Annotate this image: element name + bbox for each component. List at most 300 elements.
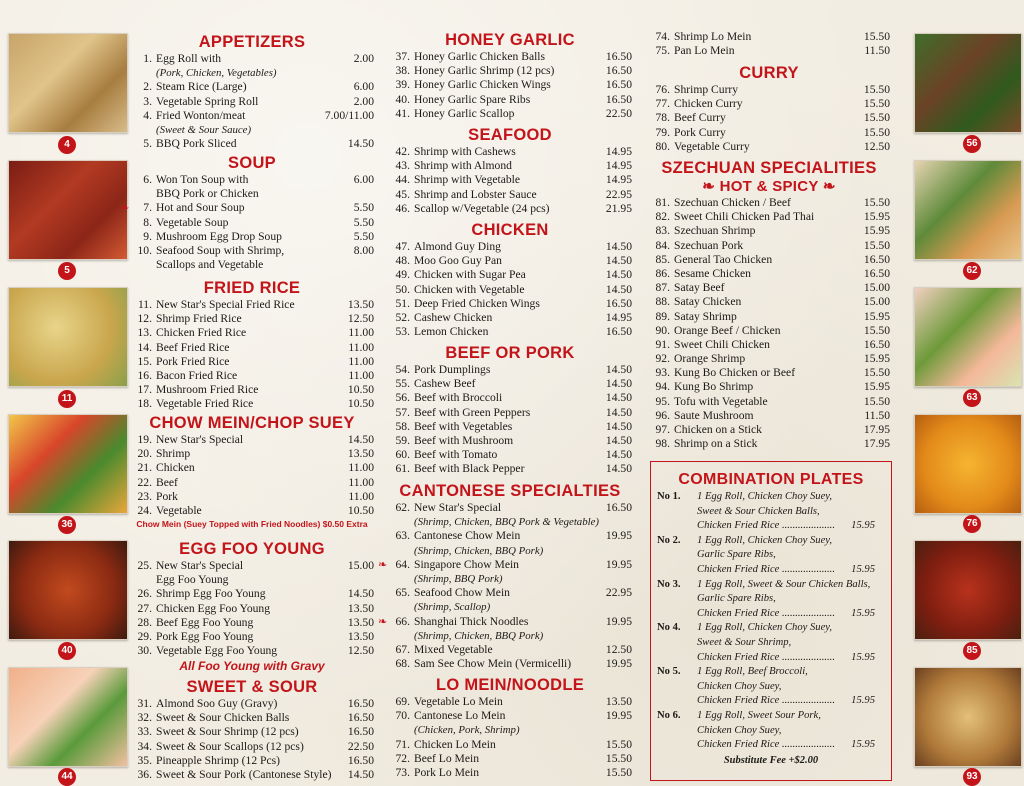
menu-item <box>130 326 374 340</box>
item-price: 14.95 <box>605 145 632 158</box>
item-price: 11.00 <box>348 461 374 475</box>
item-price: 11.00 <box>348 326 374 340</box>
section-title: LO MEIN/NOODLE <box>435 676 585 694</box>
section-lo-mein-continued <box>648 30 890 58</box>
combination-line <box>651 665 891 680</box>
item-price: 15.00 <box>863 281 890 295</box>
item-name: Beef with Mushroom <box>414 433 514 447</box>
item-name: Pork <box>156 489 178 503</box>
item-name: New Star's Special <box>414 501 502 514</box>
photo-shrimp <box>8 667 128 767</box>
menu-item <box>648 140 890 154</box>
item-price: 12.50 <box>863 139 890 153</box>
item-price: 15.50 <box>863 83 890 96</box>
menu-item <box>388 145 632 159</box>
item-price: 8.00 <box>353 243 374 257</box>
photo-badge: 63 <box>963 389 981 407</box>
item-price: 14.50 <box>605 462 632 476</box>
combination-line <box>651 490 891 505</box>
item-number: 54. <box>395 363 410 376</box>
menu-item <box>648 423 890 437</box>
combination-line <box>651 709 891 724</box>
item-name: Deep Fried Chicken Wings <box>414 296 540 310</box>
photo-egg-foo-young <box>8 540 128 640</box>
item-price: 12.50 <box>347 312 374 326</box>
item-name: Mushroom Egg Drop Soup <box>156 229 282 243</box>
item-price: 16.50 <box>347 697 374 710</box>
section-seafood <box>388 126 632 216</box>
item-name: Honey Garlic Shrimp (12 pcs) <box>414 64 555 78</box>
item-name: (Chicken, Pork, Shrimp) <box>414 724 520 737</box>
section-title: FRIED RICE <box>203 279 301 297</box>
item-name: Sweet & Sour Shrimp (12 pcs) <box>156 725 299 739</box>
menu-item <box>388 254 632 268</box>
chili-pepper-icon: ❧ <box>378 615 388 628</box>
item-name: Shrimp with Vegetable <box>414 173 521 187</box>
item-number: 47. <box>395 240 410 253</box>
section-fried-rice <box>130 279 374 412</box>
item-name: Won Ton Soup with <box>156 173 249 186</box>
menu-item <box>130 173 374 187</box>
item-price: 16.50 <box>605 325 632 339</box>
item-name: Sweet Chili Chicken <box>674 337 770 351</box>
menu-item <box>388 311 632 325</box>
plate-price: 15.95 <box>851 520 875 532</box>
item-number: 2. <box>143 80 152 94</box>
menu-item <box>388 377 632 391</box>
item-number: 44. <box>395 173 410 187</box>
item-name: Shrimp on a Stick <box>674 437 758 451</box>
item-price: 15.95 <box>863 224 890 238</box>
menu-item <box>378 557 632 572</box>
menu-item <box>130 644 374 658</box>
item-price: 15.95 <box>863 352 890 366</box>
item-name: Vegetable Egg Foo Young <box>156 644 278 658</box>
item-price: 2.00 <box>353 52 374 65</box>
item-price: 16.50 <box>863 337 890 351</box>
item-number: 43. <box>395 159 410 173</box>
combination-line <box>651 534 891 549</box>
item-price: 6.00 <box>353 173 374 186</box>
item-price: 14.50 <box>605 268 632 282</box>
section-honey-garlic <box>388 31 632 121</box>
section-chicken <box>388 221 632 339</box>
photo-badge: 56 <box>963 135 981 153</box>
item-number: 39. <box>395 78 410 92</box>
menu-item <box>130 187 374 201</box>
menu-item <box>130 433 374 447</box>
item-price: 10.50 <box>347 397 374 411</box>
menu-item <box>130 341 374 355</box>
menu-item <box>648 366 890 380</box>
item-price: 12.50 <box>605 642 632 656</box>
plate-description: Sweet & Sour Shrimp, <box>697 636 792 648</box>
menu-item <box>388 544 632 558</box>
item-number: 13. <box>137 326 152 340</box>
section-beef-pork <box>388 344 632 477</box>
combination-line <box>651 738 891 753</box>
item-price: 16.50 <box>605 64 632 78</box>
item-number: 50. <box>395 282 410 296</box>
menu-item <box>388 93 632 107</box>
item-number: 23. <box>137 489 152 503</box>
section-appetizers <box>130 33 374 151</box>
item-number: 98. <box>655 437 670 451</box>
item-price: 19.95 <box>605 709 632 723</box>
item-price: 16.50 <box>347 753 374 767</box>
item-name: Shrimp Lo Mein <box>674 30 752 43</box>
item-price: 14.50 <box>605 254 632 268</box>
item-name: Beef with Broccoli <box>414 391 503 405</box>
item-number: 53. <box>395 325 410 339</box>
combination-line <box>651 592 891 607</box>
plate-number: No 6. <box>657 709 681 721</box>
item-name: Chicken with Sugar Pea <box>414 268 526 282</box>
photo-beef-broccoli <box>914 33 1022 133</box>
menu-item <box>130 768 374 782</box>
section-title: SEAFOOD <box>468 126 552 144</box>
photo-curry-shrimp <box>914 414 1022 514</box>
item-name: Bacon Fried Rice <box>156 368 238 382</box>
combination-line <box>651 548 891 563</box>
item-price: 17.95 <box>863 423 890 436</box>
menu-item <box>648 338 890 352</box>
item-name: BBQ Pork Sliced <box>156 137 237 151</box>
item-number: 51. <box>395 296 410 310</box>
item-name: (Sweet & Sour Sauce) <box>156 123 252 136</box>
menu-item <box>378 614 632 629</box>
item-number: 30. <box>137 644 152 658</box>
item-number: 46. <box>395 201 410 215</box>
item-number: 5. <box>143 137 152 151</box>
section-title: SOUP <box>228 154 276 172</box>
item-number: 72. <box>395 751 410 765</box>
menu-item <box>130 216 374 230</box>
item-name: Beef Curry <box>674 111 726 125</box>
item-number: 9. <box>143 229 152 243</box>
item-number: 55. <box>395 377 410 391</box>
item-price: 22.95 <box>605 586 632 600</box>
item-number: 19. <box>137 433 152 446</box>
item-number: 80. <box>655 139 670 153</box>
item-number: 97. <box>655 423 670 436</box>
menu-item <box>648 437 890 451</box>
item-price: 12.50 <box>347 644 374 658</box>
menu-item <box>130 616 374 630</box>
item-price: 5.50 <box>353 229 374 243</box>
menu-item <box>130 137 374 151</box>
item-price: 16.50 <box>347 711 374 725</box>
menu-item <box>388 515 632 529</box>
photo-badge: 5 <box>58 262 76 280</box>
combination-line <box>651 607 891 622</box>
item-number: 96. <box>655 408 670 422</box>
item-name: Chicken Lo Mein <box>414 737 496 751</box>
item-number: 24. <box>137 503 152 517</box>
item-number: 14. <box>137 340 152 354</box>
item-name: Beef Egg Foo Young <box>156 615 254 629</box>
photo-badge: 11 <box>58 390 76 408</box>
menu-item <box>388 572 632 586</box>
item-number: 6. <box>143 173 152 186</box>
item-number: 95. <box>655 394 670 408</box>
item-price: 11.50 <box>864 44 890 58</box>
item-number: 21. <box>137 461 152 475</box>
menu-item <box>388 363 632 377</box>
plate-description: Garlic Spare Ribs, <box>697 593 776 605</box>
item-name: Satay Beef <box>674 281 725 295</box>
menu-item <box>130 602 374 616</box>
item-number: 7. <box>143 201 152 215</box>
plate-number: No 5. <box>657 666 681 678</box>
item-number: 66. <box>395 614 410 628</box>
item-name: Almond Soo Guy (Gravy) <box>156 697 278 710</box>
item-price: 14.50 <box>605 419 632 433</box>
menu-item <box>130 383 374 397</box>
item-price: 14.95 <box>605 173 632 187</box>
menu-item <box>648 97 890 111</box>
menu-item <box>130 52 374 66</box>
item-name: Cantonese Lo Mein <box>414 709 506 723</box>
photo-badge: 76 <box>963 515 981 533</box>
item-price: 15.00 <box>347 559 374 572</box>
item-price: 15.50 <box>605 765 632 779</box>
photo-cashew-chicken <box>914 667 1022 767</box>
item-name: Cantonese Chow Mein <box>414 529 521 543</box>
item-number: 90. <box>655 323 670 337</box>
menu-item <box>648 409 890 423</box>
combination-title: COMBINATION PLATES <box>678 471 864 488</box>
combination-line <box>651 724 891 739</box>
item-number: 74. <box>655 30 670 43</box>
menu-item <box>388 325 632 339</box>
item-number: 8. <box>143 215 152 229</box>
plate-description: 1 Egg Roll, Chicken Choy Suey, <box>697 534 833 546</box>
plate-price: 15.95 <box>851 563 875 575</box>
item-price: 15.50 <box>605 737 632 751</box>
item-number: 26. <box>137 587 152 601</box>
item-price: 15.50 <box>863 97 890 111</box>
section-soup <box>120 154 374 272</box>
section-title: SZECHUAN SPECIALITIES <box>661 159 877 177</box>
item-number: 60. <box>395 448 410 462</box>
item-price: 14.95 <box>605 310 632 324</box>
item-number: 59. <box>395 433 410 447</box>
section-title: SWEET & SOUR <box>186 678 318 696</box>
item-number: 86. <box>655 266 670 280</box>
item-name: Shrimp Egg Foo Young <box>156 587 266 601</box>
item-number: 73. <box>395 765 410 779</box>
item-name: Steam Rice (Large) <box>156 80 247 94</box>
menu-item <box>388 501 632 515</box>
item-price: 15.50 <box>863 30 890 43</box>
item-price: 15.50 <box>863 238 890 252</box>
item-number: 48. <box>395 254 410 268</box>
item-name: Szechuan Pork <box>674 238 744 252</box>
item-price: 14.50 <box>605 433 632 447</box>
item-price: 15.50 <box>863 366 890 380</box>
section-cantonese <box>378 482 632 671</box>
item-price: 16.50 <box>605 501 632 514</box>
menu-item <box>130 490 374 504</box>
plate-number: No 2. <box>657 534 681 546</box>
item-price: 14.50 <box>605 282 632 296</box>
item-number: 41. <box>395 106 410 120</box>
item-price: 11.00 <box>348 340 374 354</box>
item-price: 15.95 <box>863 380 890 394</box>
item-price: 13.50 <box>605 695 632 708</box>
item-name: Sweet & Sour Chicken Balls <box>156 711 290 725</box>
menu-item <box>130 355 374 369</box>
section-curry <box>648 64 890 154</box>
item-price: 21.95 <box>605 201 632 215</box>
menu-item <box>130 298 374 312</box>
item-number: 10. <box>137 243 152 257</box>
item-name: Beef Lo Mein <box>414 751 480 765</box>
item-number: 31. <box>137 697 152 710</box>
item-name: Vegetable Soup <box>156 215 229 229</box>
menu-item <box>130 754 374 768</box>
section-lo-mein <box>388 676 632 780</box>
item-price: 16.50 <box>347 725 374 739</box>
item-number: 63. <box>395 529 410 543</box>
menu-item <box>130 504 374 518</box>
photo-egg-roll <box>8 33 128 133</box>
item-name: Scallop w/Vegetable (24 pcs) <box>414 201 550 215</box>
plate-number: No 1. <box>657 491 681 502</box>
section-title: APPETIZERS <box>198 33 306 51</box>
item-price: 14.50 <box>347 767 374 781</box>
item-name: Moo Goo Guy Pan <box>414 254 502 268</box>
item-name: Cashew Beef <box>414 377 476 391</box>
menu-item <box>648 196 890 210</box>
plate-description: 1 Egg Roll, Sweet & Sour Chicken Balls, <box>697 578 871 590</box>
menu-item <box>130 697 374 711</box>
item-number: 92. <box>655 352 670 366</box>
item-price: 15.50 <box>863 125 890 139</box>
item-number: 29. <box>137 629 152 643</box>
item-price: 17.95 <box>863 437 890 451</box>
item-number: 38. <box>395 64 410 78</box>
item-name: Szechuan Shrimp <box>674 224 756 238</box>
item-name: Vegetable Spring Roll <box>156 94 259 108</box>
item-price: 22.50 <box>347 739 374 753</box>
item-number: 62. <box>395 501 410 514</box>
item-name: Kung Bo Chicken or Beef <box>674 366 796 380</box>
item-number: 67. <box>395 642 410 656</box>
item-number: 32. <box>137 711 152 725</box>
section-subtitle <box>648 178 890 196</box>
item-name: Shrimp and Lobster Sauce <box>414 187 537 201</box>
item-name: Honey Garlic Chicken Wings <box>414 78 551 92</box>
item-name: Beef with Tomato <box>414 448 498 462</box>
item-number: 91. <box>655 337 670 351</box>
combination-list <box>651 490 891 753</box>
item-name: Vegetable Curry <box>674 139 750 153</box>
item-number: 57. <box>395 405 410 419</box>
item-price: 11.00 <box>348 354 374 368</box>
item-name: Egg Roll with <box>156 52 222 65</box>
item-price: 10.50 <box>347 503 374 517</box>
item-number: 68. <box>395 657 410 671</box>
plate-description: 1 Egg Roll, Chicken Choy Suey, <box>697 491 833 502</box>
photo-badge: 36 <box>58 516 76 534</box>
menu-item <box>388 600 632 614</box>
item-number: 12. <box>137 312 152 326</box>
item-name: Orange Shrimp <box>674 352 746 366</box>
item-name: Seafood Chow Mein <box>414 586 510 600</box>
menu-item <box>648 281 890 295</box>
item-price: 5.50 <box>353 201 374 215</box>
item-name: Cashew Chicken <box>414 310 493 324</box>
menu-item <box>388 657 632 671</box>
item-price: 15.50 <box>863 111 890 125</box>
item-price: 13.50 <box>347 615 374 629</box>
photo-bbq-pork <box>8 160 128 260</box>
menu-item <box>388 420 632 434</box>
item-price: 14.50 <box>347 433 374 446</box>
menu-item <box>130 109 374 123</box>
menu-item <box>388 173 632 187</box>
item-name: Mushroom Fried Rice <box>156 383 259 397</box>
item-number: 69. <box>395 695 410 708</box>
menu-item <box>648 210 890 224</box>
item-name: Beef with Green Peppers <box>414 405 531 419</box>
item-name: Singapore Chow Mein <box>414 557 519 571</box>
item-price: 7.00/11.00 <box>324 108 374 122</box>
item-price: 15.50 <box>863 323 890 337</box>
section-note: Chow Mein (Suey Topped with Fried Noodles) $0.50 Extra <box>136 519 368 530</box>
item-name: Honey Garlic Spare Ribs <box>414 92 531 106</box>
item-name: Shrimp Curry <box>674 83 739 96</box>
menu-item <box>388 529 632 543</box>
item-price: 14.50 <box>605 377 632 391</box>
item-number: 58. <box>395 419 410 433</box>
plate-description: Chicken Choy Suey, <box>697 724 782 736</box>
item-name: Honey Garlic Chicken Balls <box>414 50 546 63</box>
item-name: Vegetable Lo Mein <box>414 695 503 708</box>
item-number: 45. <box>395 187 410 201</box>
plate-number: No 4. <box>657 622 681 634</box>
item-name: Seafood Soup with Shrimp, <box>156 243 285 257</box>
item-price: 13.50 <box>347 601 374 615</box>
item-number: 77. <box>655 97 670 111</box>
item-price: 15.00 <box>863 295 890 309</box>
item-name: Chicken Curry <box>674 97 743 111</box>
item-name: (Shrimp, Chicken, BBQ Pork) <box>414 629 544 642</box>
item-price: 19.95 <box>605 614 632 628</box>
item-price: 14.50 <box>605 240 632 253</box>
item-number: 36. <box>137 767 152 781</box>
menu-item <box>648 111 890 125</box>
menu-item <box>648 126 890 140</box>
menu-item <box>388 159 632 173</box>
item-price: 14.50 <box>605 405 632 419</box>
photo-badge: 44 <box>58 768 76 786</box>
item-name: Hot and Sour Soup <box>156 201 245 215</box>
item-name: Shrimp Fried Rice <box>156 312 242 326</box>
item-price: 19.95 <box>605 557 632 571</box>
item-name: Beef with Vegetables <box>414 419 513 433</box>
item-price: 16.50 <box>863 252 890 266</box>
plate-description: Chicken Choy Suey, <box>697 680 782 692</box>
item-number: 89. <box>655 309 670 323</box>
item-number: 76. <box>655 83 670 96</box>
item-price: 2.00 <box>353 94 374 108</box>
menu-item <box>648 44 890 58</box>
section-title: HONEY GARLIC <box>445 31 575 49</box>
item-name: (Shrimp, Scallop) <box>414 601 491 614</box>
